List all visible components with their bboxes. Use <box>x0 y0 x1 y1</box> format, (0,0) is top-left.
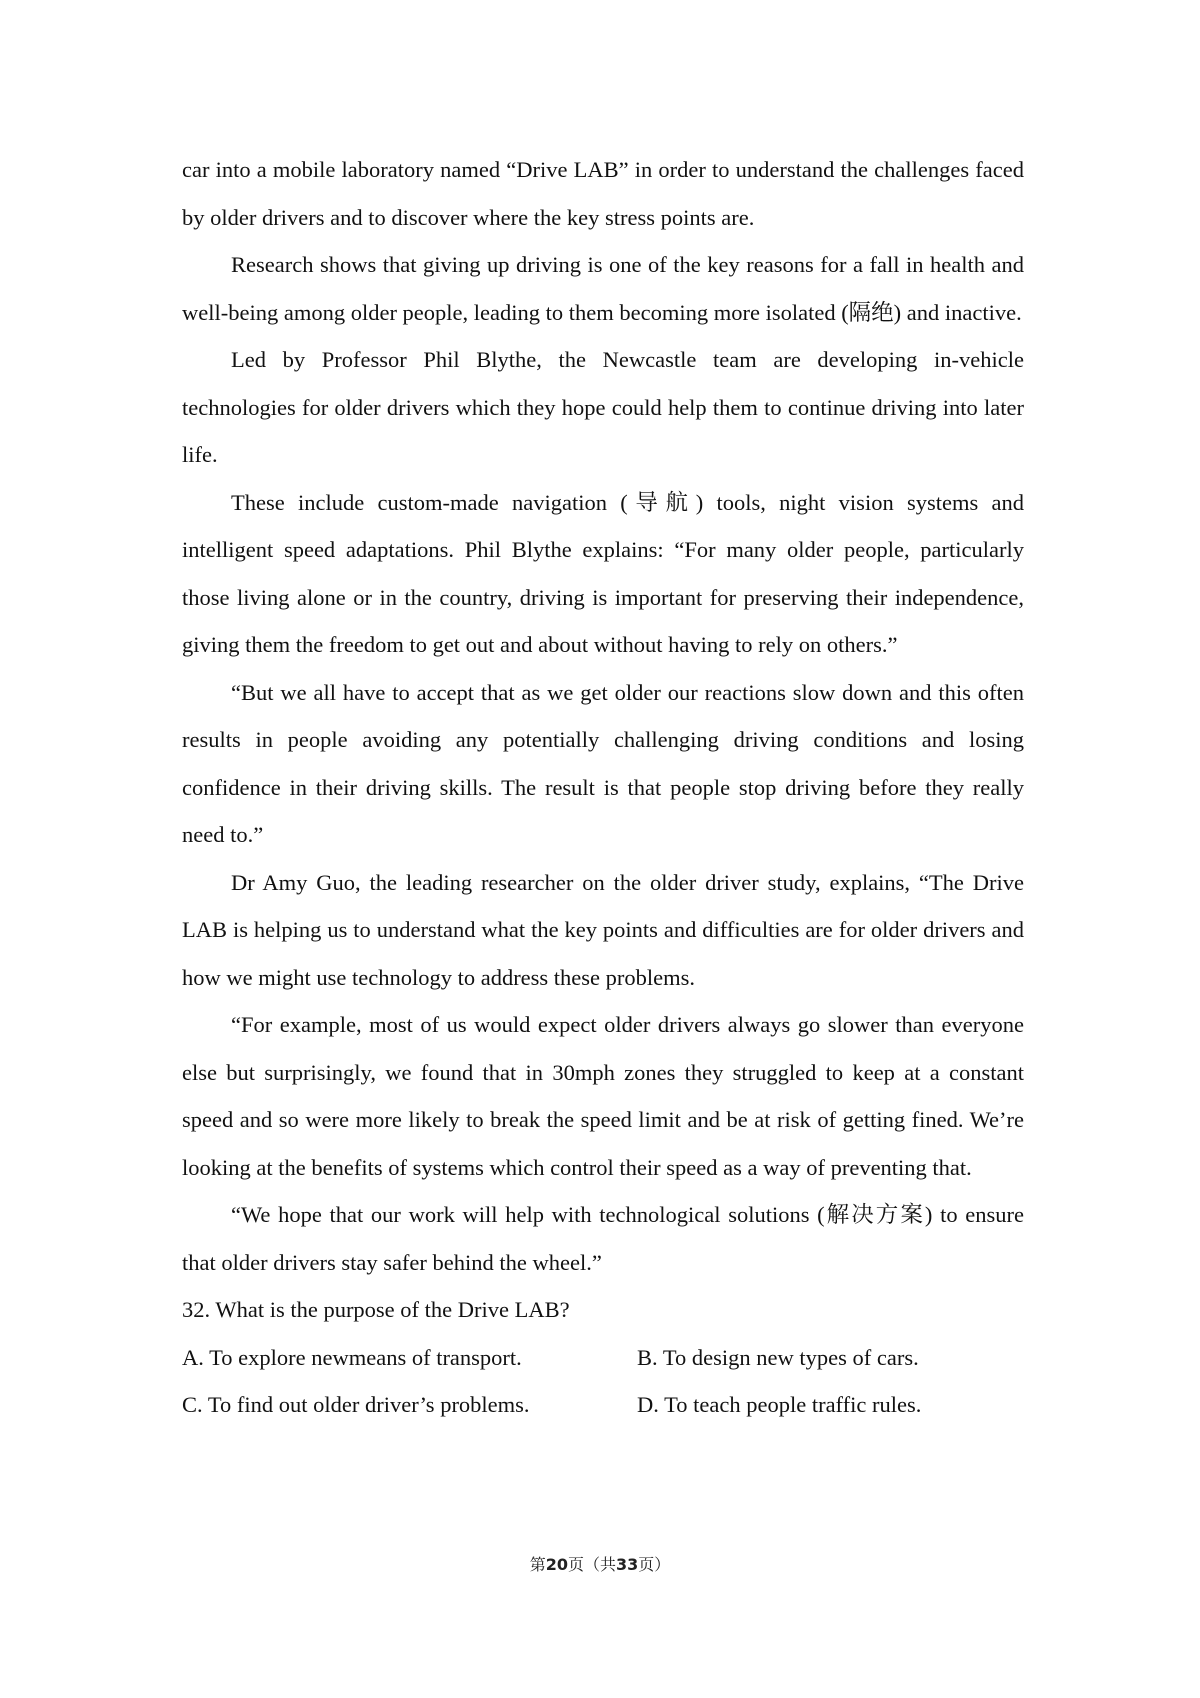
paragraph-3: Led by Professor Phil Blythe, the Newcastle team are developing in-vehicle technologies for older drivers which they hope could help them to continue driving into later life. <box>182 347 1024 467</box>
footer-total-pages: 33 <box>616 1555 639 1574</box>
options-row-2 <box>182 1381 1024 1429</box>
paragraph-6: Dr Amy Guo, the leading researcher on the older driver study, explains, “The Drive LAB is helping us to understand what the key points and difficulties are for older drivers and how we might use technology to address these problems. <box>182 869 1024 990</box>
paragraph-1: car into a mobile laboratory named “Drive LAB” in order to understand the challenges faced by older drivers and to discover where the key stress points are. <box>182 157 1024 230</box>
paragraph-4: These include custom-made navigation (导航) tools, night vision systems and intelligent speed adaptations. Phil Blythe explains: “For many older people, particularly those living alone or in the country, driving is important for preserving their independence, giving them the freedom to get out and about without having to rely on others.” <box>182 489 1024 657</box>
option-d: D. To teach people traffic rules. <box>637 1392 922 1417</box>
footer-prefix: 第 <box>529 1555 546 1574</box>
options-row-1 <box>182 1334 1024 1382</box>
footer-middle: 页（共 <box>567 1555 616 1574</box>
option-a: A. To explore newmeans of transport. <box>182 1344 522 1370</box>
paragraph-2: Research shows that giving up driving is one of the key reasons for a fall in health and well-being among older people, leading to them becoming more isolated (隔绝) and inactive. <box>182 252 1024 325</box>
page-footer <box>0 1552 1200 1575</box>
footer-suffix: 页） <box>638 1555 671 1574</box>
question-stem: 32. What is the purpose of the Drive LAB? <box>182 1297 570 1322</box>
paragraph-5: “But we all have to accept that as we get older our reactions slow down and this often results in people avoiding any potentially challenging driving conditions and losing confidence in their driving skills. The result is that people stop driving before they really need to.” <box>182 679 1024 847</box>
paragraph-7: “For example, most of us would expect older drivers always go slower than everyone else but surprisingly, we found that in 30mph zones they struggled to keep at a constant speed and so were more likely to break the speed limit and be at risk of getting fined. We’re looking at the benefits of systems which control their speed as a way of preventing that. <box>182 1012 1024 1180</box>
option-b: B. To design new types of cars. <box>637 1344 919 1370</box>
article-body <box>182 146 1024 1429</box>
option-c: C. To find out older driver’s problems. <box>182 1392 530 1417</box>
paragraph-8: “We hope that our work will help with technological solutions (解决方案) to ensure that older drivers stay safer behind the wheel.” <box>182 1202 1024 1275</box>
footer-page-number: 20 <box>545 1555 568 1574</box>
